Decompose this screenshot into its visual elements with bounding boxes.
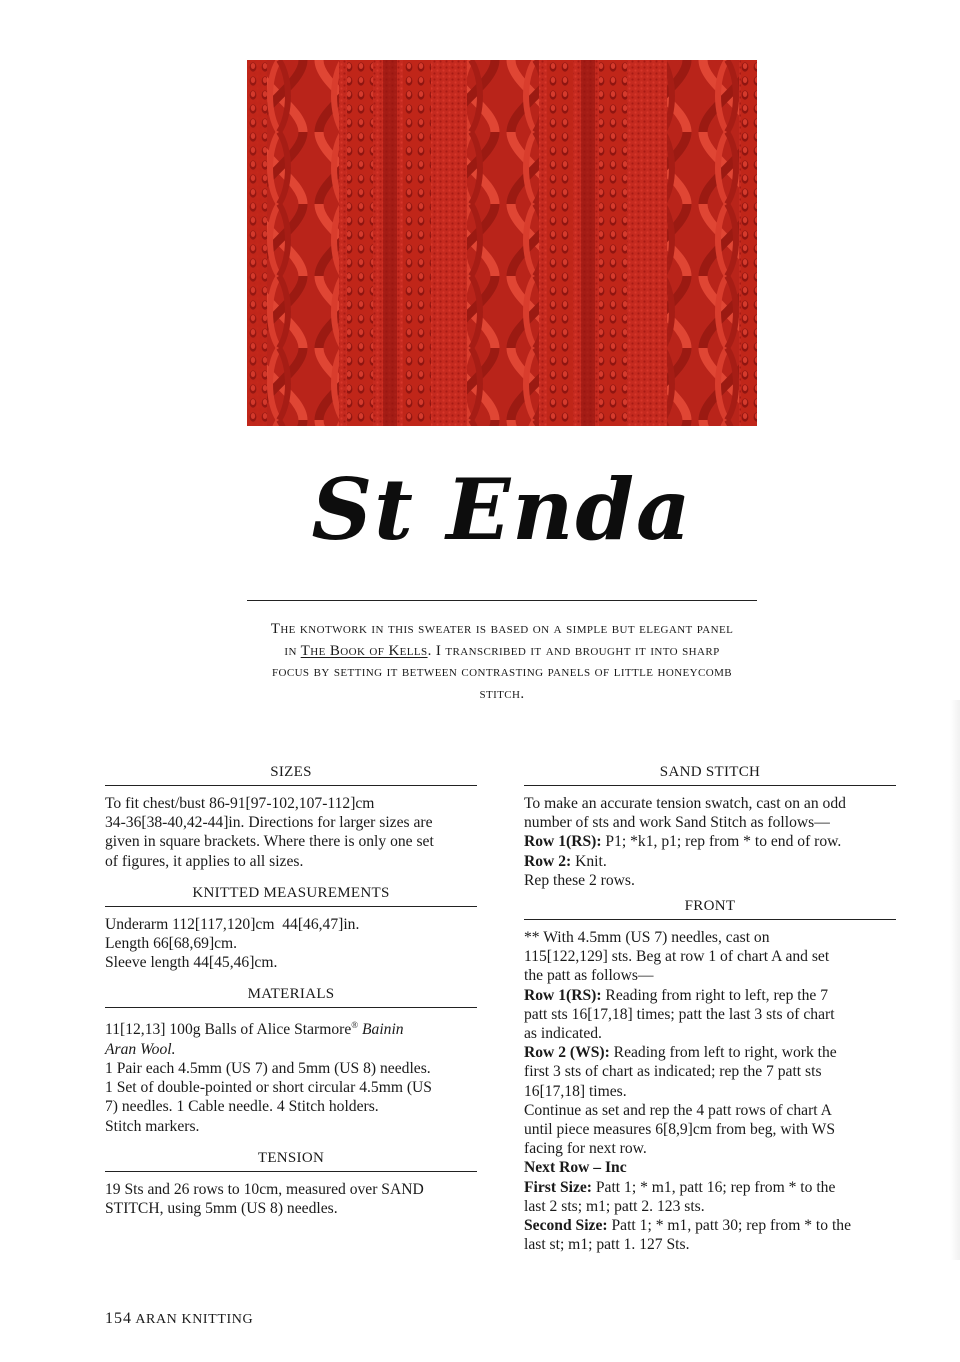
front-section: [524, 898, 896, 1254]
tension-line: 19 Sts and 26 rows to 10cm, measured over SAND: [105, 1180, 424, 1198]
size-label: Second Size:: [524, 1217, 608, 1235]
row-text: Patt 1; * m1, patt 30; rep from * to the: [607, 1217, 852, 1235]
sand-line: Rep these 2 rows.: [524, 871, 635, 889]
measurements-line: Length 66[68,69]cm.: [105, 935, 238, 953]
sizes-line: of figures, it applies to all sizes.: [105, 852, 304, 870]
knit-swatch-image: [247, 60, 757, 426]
front-row: [524, 1158, 896, 1177]
yarn-name-cont: Aran Wool.: [105, 1040, 176, 1058]
knit-swatch-illustration: [247, 60, 757, 426]
materials-heading: MATERIALS: [105, 986, 477, 1008]
row-text: Reading from right to left, rep the 7: [601, 986, 829, 1004]
front-line: first 3 sts of chart as indicated; rep the 7 patt sts: [524, 1063, 822, 1081]
front-heading: FRONT: [524, 898, 896, 920]
sizes-line: To fit chest/bust 86-91[97-102,107-112]cm: [105, 795, 375, 812]
title-divider: [247, 600, 757, 601]
row-label: Row 2 (WS):: [524, 1044, 610, 1062]
measurements-section: [105, 885, 477, 973]
row-text: Reading from left to right, work the: [609, 1044, 837, 1062]
intro-after: . I transcribed it and brought it into sharp focus by setting it between contrasting panels of little honeycomb stitch.: [271, 642, 733, 702]
row-text: Patt 1; * m1, patt 16; rep from * to the: [591, 1178, 836, 1196]
yarn-name: Bainin: [358, 1021, 404, 1039]
intro-book-title: The Book of Kells: [300, 642, 428, 659]
measurements-heading: KNITTED MEASUREMENTS: [105, 885, 477, 907]
materials-line: 1 Pair each 4.5mm (US 7) and 5mm (US 8) needles.: [105, 1060, 431, 1078]
sizes-heading: SIZES: [105, 764, 477, 786]
sand-row: [524, 832, 896, 851]
row-label: Row 2:: [524, 852, 572, 870]
front-line: as indicated.: [524, 1025, 602, 1043]
intro-text: [270, 619, 734, 705]
row-label: Row 1(RS):: [524, 986, 602, 1004]
row-text: P1; *k1, p1; rep from * to end of row.: [601, 833, 842, 851]
materials-line: [105, 1016, 477, 1039]
front-line: the patt as follows—: [524, 967, 654, 985]
tension-heading: TENSION: [105, 1150, 477, 1172]
front-row: [524, 1216, 896, 1235]
front-line: patt sts 16[17,18] times; patt the last 3 sts of chart: [524, 1005, 835, 1023]
front-line: facing for next row.: [524, 1140, 647, 1158]
page-number: 154: [105, 1310, 132, 1327]
tension-line: STITCH, using 5mm (US 8) needles.: [105, 1200, 338, 1218]
materials-line: Stitch markers.: [105, 1117, 200, 1135]
row-text: Knit.: [571, 852, 607, 870]
front-line: Continue as set and rep the 4 patt rows of chart A: [524, 1101, 832, 1119]
sand-line: To make an accurate tension swatch, cast on an odd: [524, 795, 846, 812]
front-line: ** With 4.5mm (US 7) needles, cast on: [524, 929, 770, 947]
measurements-line: Sleeve length 44[45,46]cm.: [105, 954, 278, 972]
row-label: Row 1(RS):: [524, 833, 602, 851]
front-line: 16[17,18] times.: [524, 1082, 627, 1100]
page-edge: [950, 700, 960, 1260]
sizes-line: 34-36[38-40,42-44]in. Directions for larger sizes are: [105, 814, 433, 832]
registered-mark: ®: [351, 1020, 359, 1031]
sizes-section: [105, 764, 477, 871]
sizes-line: given in square brackets. Where there is only one set: [105, 833, 434, 851]
page-footer: [105, 1310, 253, 1328]
sand-line: number of sts and work Sand Stitch as follows—: [524, 814, 830, 832]
front-line: until piece measures 6[8,9]cm from beg, with WS: [524, 1121, 836, 1139]
page-title: St Enda: [311, 460, 693, 559]
measurements-line: Underarm 112[117,120]cm 44[46,47]in.: [105, 915, 360, 933]
front-row: [524, 1178, 896, 1197]
row-label: Next Row – Inc: [524, 1159, 627, 1177]
sand-stitch-heading: SAND STITCH: [524, 764, 896, 786]
materials-line: 1 Set of double-pointed or short circular 4.5mm (US: [105, 1079, 432, 1097]
materials-line: 7) needles. 1 Cable needle. 4 Stitch holders.: [105, 1098, 379, 1116]
front-line: last 2 sts; m1; patt 2. 123 sts.: [524, 1197, 705, 1215]
front-row: [524, 986, 896, 1005]
sand-stitch-section: [524, 764, 896, 890]
materials-text: 11[12,13] 100g Balls of Alice Starmore: [105, 1021, 352, 1039]
front-line: 115[122,129] sts. Beg at row 1 of chart A and set: [524, 948, 830, 966]
materials-section: [105, 986, 477, 1135]
running-title: ARAN KNITTING: [135, 1312, 254, 1327]
tension-section: [105, 1150, 477, 1218]
left-column: [105, 764, 477, 1232]
sand-row: [524, 852, 896, 871]
right-column: [524, 764, 896, 1262]
materials-line: [105, 1040, 477, 1059]
size-label: First Size:: [524, 1178, 592, 1196]
front-line: last st; m1; patt 1. 127 Sts.: [524, 1236, 690, 1254]
front-row: [524, 1043, 896, 1062]
intro-before: The knotwork in this sweater is based on a simple but elegant panel in: [270, 621, 734, 659]
